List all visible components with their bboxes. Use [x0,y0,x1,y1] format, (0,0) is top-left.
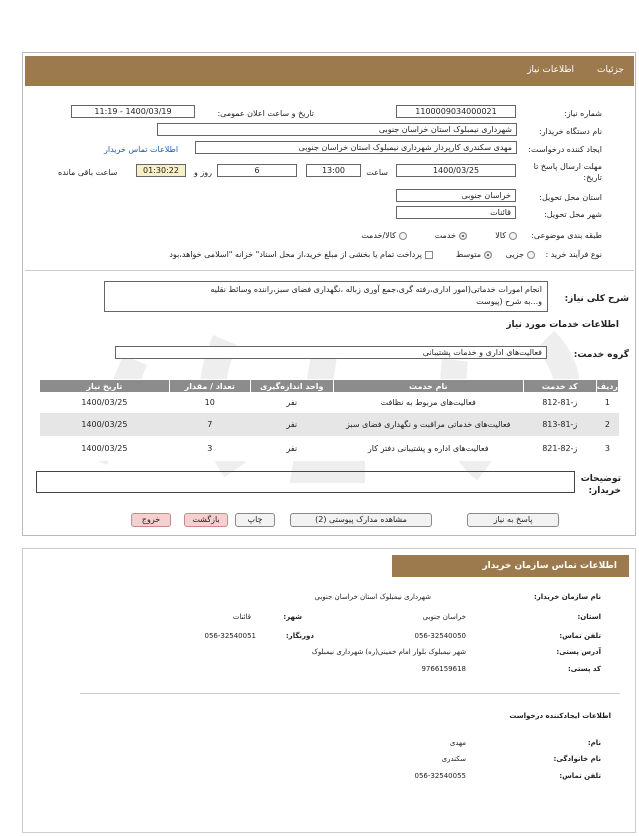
cell-date: 1400/03/25 [40,393,170,413]
table-header-row [40,380,619,393]
payment-note: پرداخت تمام یا بخشی از مبلغ خرید،از محل اسناد" خزانه "اسلامی خواهد،بود [169,250,422,259]
deadline-time-field: 13:00 [306,164,361,177]
cell-qty: 10 [169,393,250,413]
radio-service[interactable] [435,231,467,240]
service-group-field: فعالیت‌های اداری و خدمات پشتیبانی [115,346,547,359]
cell-code: ز-81-812 [523,393,596,413]
cell-name: فعالیت‌های اداره و پشتیبانی دفتر کار [333,437,523,461]
exit-button[interactable]: خروج [131,513,171,527]
attachments-button[interactable]: مشاهده مدارک پیوستی (2) [290,513,432,527]
contact-address-value: شهر نیمبلوک بلوار امام خمینی(ره) شهرداری نیمبلوک [311,648,466,656]
cell-name: فعالیت‌های خدماتی مراقبت و نگهداری فضای سبز [333,413,523,437]
top-nav-bar [25,56,634,86]
cell-qty: 7 [169,413,250,437]
city-field: قائنات [396,206,516,219]
summary-box [104,281,548,312]
summary-label: شرح کلی نیاز: [564,294,629,304]
col-name: نام خدمت [333,380,523,393]
requester-phone-value: 056-32540055 [414,772,466,780]
remaining-label: ساعت باقی مانده [58,168,118,177]
deadline-label: مهلت ارسال پاسخ تا تاریخ: [533,162,602,182]
radio-medium-icon [484,251,492,259]
print-button[interactable]: چاپ [235,513,275,527]
requester-phone-label: تلفن تماس: [559,772,601,780]
contact-divider [80,693,620,694]
back-button[interactable]: بازگشت [184,513,228,527]
need-number-field: 1100009034000021 [396,105,516,118]
requester-last-name-value: سکندری [441,755,466,763]
contact-province-label: استان: [577,613,601,621]
payment-checkbox-icon [425,251,433,259]
table-row [40,413,619,437]
radio-partial-icon [527,251,535,259]
contact-org-value: شهرداری نیمبلوک استان خراسان جنوبی [314,593,431,601]
province-label: استان محل تحویل: [539,193,602,202]
divider [25,270,634,271]
cell-index: 1 [596,393,618,413]
tab-need-info[interactable]: اطلاعات نیاز [527,65,574,75]
announce-label: تاریخ و ساعت اعلان عمومی: [217,109,314,118]
contact-city-value: قائنات [232,613,251,621]
table-row [40,437,619,461]
buyer-contact-link[interactable]: اطلاعات تماس خریدار [104,145,179,154]
days-field: 6 [217,164,297,177]
requester-last-name-label: نام خانوادگی: [553,755,601,763]
radio-goods[interactable] [495,231,517,240]
cell-date: 1400/03/25 [40,413,170,437]
summary-line-1: انجام امورات خدماتی(امور اداری،رفته گری،جمع آوری زباله ،نگهداری فضای سبز،رانندە وسائط نقلیه [210,285,542,294]
days-label: روز و [194,168,212,177]
contact-fax-value: 056-32540051 [204,632,256,640]
contact-postal-label: کد پستی: [567,665,601,673]
col-code: کد خدمت [523,380,596,393]
col-date: تاریخ نیاز [40,380,170,393]
cell-date: 1400/03/25 [40,437,170,461]
radio-goods-service[interactable] [361,231,407,240]
col-qty: تعداد / مقدار [169,380,250,393]
creator-field: مهدی سکندری کارپرداز شهرداری نیمبلوک استان خراسان جنوبی [195,141,517,154]
service-group-label: گروه خدمت: [573,350,629,360]
radio-goods-icon [509,232,517,240]
city-label: شهر محل تحویل: [544,210,602,219]
radio-service-icon [459,232,467,240]
buyer-field: شهرداری نیمبلوک استان خراسان جنوبی [157,123,517,136]
buyer-notes-box [36,471,575,493]
buyer-label: نام دستگاه خریدار: [539,127,602,136]
requester-first-name-value: مهدی [449,739,466,747]
cell-name: فعالیت‌های مربوط به نظافت [333,393,523,413]
contact-panel [22,548,636,833]
radio-goods-service-label: کالا/خدمت [361,231,396,240]
deadline-time-label: ساعت [366,168,388,177]
tab-details[interactable]: جزئیات [597,65,624,75]
remaining-time-field: 01:30:22 [136,164,186,177]
process-label: نوع فرآیند خرید : [545,250,602,259]
summary-line-2: و...به شرح (پیوست [476,297,542,306]
radio-medium[interactable] [456,250,492,259]
creator-label: ایجاد کننده درخواست: [528,145,602,154]
cell-unit: نفر [250,413,333,437]
radio-partial-label: جزیی [505,250,524,259]
requester-first-name-label: نام: [587,739,601,747]
radio-service-label: خدمت [434,231,456,240]
radio-goods-label: کالا [495,231,506,240]
deadline-date-field: 1400/03/25 [396,164,516,177]
services-heading: اطلاعات خدمات مورد نیاز [506,320,619,330]
contact-postal-value: 9766159618 [421,665,466,673]
radio-partial[interactable] [506,250,535,259]
contact-org-label: نام سازمان خریدار: [533,593,601,601]
contact-heading: اطلاعات تماس سازمان خریدار [392,555,629,577]
contact-address-label: آدرس پستی: [556,648,601,656]
col-index: ردیف [596,381,618,391]
col-unit: واحد اندازه‌گیری [250,380,333,393]
cell-qty: 3 [169,437,250,461]
requester-heading: اطلاعات ایجادکننده درخواست [509,712,611,720]
category-label: طبقه بندی موضوعی: [531,231,602,240]
services-table [39,379,619,461]
cell-index: 3 [596,437,618,461]
contact-city-label: شهر: [283,613,302,621]
table-row [40,393,619,413]
cell-unit: نفر [250,437,333,461]
need-number-label: شماره نیاز: [564,109,602,118]
cell-unit: نفر [250,393,333,413]
radio-medium-label: متوسط [455,250,481,259]
contact-phone-value: 056-32540050 [414,632,466,640]
cell-code: ز-82-821 [523,437,596,461]
radio-goods-service-icon [399,232,407,240]
province-field: خراسان جنوبی [396,189,516,202]
cell-index: 2 [596,413,618,437]
announce-field: 1400/03/19 - 11:19 [71,105,195,118]
contact-phone-label: تلفن تماس: [559,632,601,640]
payment-checkbox[interactable] [169,250,433,259]
cell-code: ز-81-813 [523,413,596,437]
contact-province-value: خراسان جنوبی [422,613,466,621]
reply-button[interactable]: پاسخ به نیاز [467,513,559,527]
contact-fax-label: دورنگار: [285,632,314,640]
buyer-notes-label: توضیحات خریدار: [580,474,621,496]
